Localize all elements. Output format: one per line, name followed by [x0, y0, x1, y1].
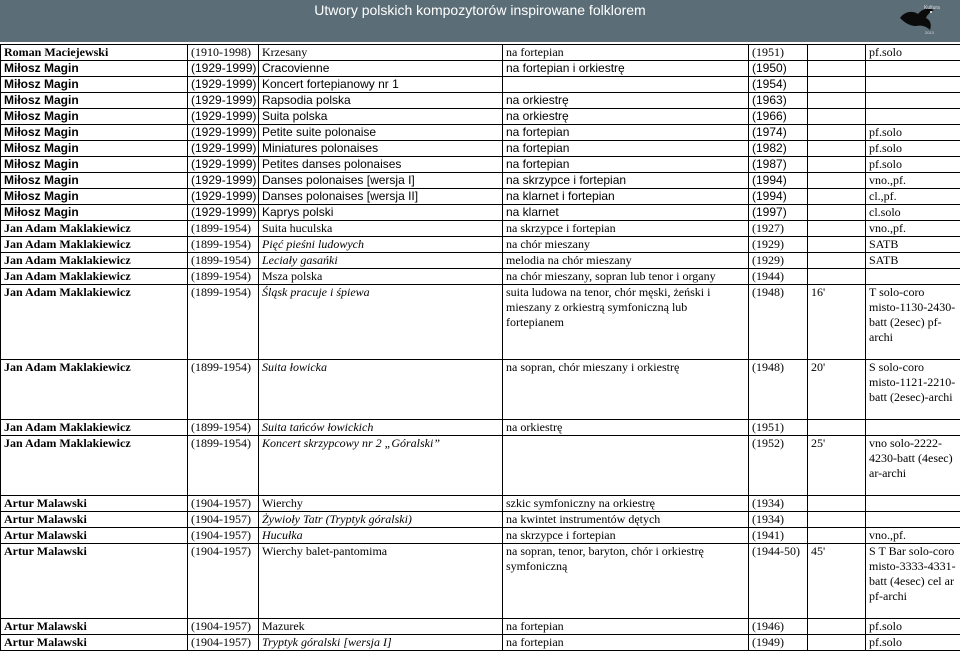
work-title: Śląsk pracuje i śpiewa — [259, 285, 503, 360]
duration — [808, 269, 866, 285]
table-row — [1, 544, 960, 619]
table-row — [1, 360, 960, 420]
work-year: (1954) — [749, 77, 808, 93]
composer-name: Miłosz Magin — [1, 173, 188, 189]
scoring-notes: SATB — [866, 253, 960, 269]
composer-name: Miłosz Magin — [1, 93, 188, 109]
composer-dates: (1929-1999) — [188, 205, 259, 221]
composer-name: Miłosz Magin — [1, 189, 188, 205]
table-row — [1, 512, 960, 528]
svg-text:2013: 2013 — [925, 30, 935, 35]
table-row — [1, 635, 960, 651]
duration — [808, 496, 866, 512]
instrumentation: na fortepian — [503, 45, 749, 61]
work-year: (1951) — [749, 420, 808, 436]
table-row — [1, 125, 960, 141]
duration: 16' — [808, 285, 866, 360]
scoring-notes: vno.,pf. — [866, 221, 960, 237]
scoring-notes — [866, 420, 960, 436]
work-title: Pięć pieśni ludowych — [259, 237, 503, 253]
work-title: Kaprys polski — [259, 205, 503, 221]
work-title: Petites danses polonaises — [259, 157, 503, 173]
table-row — [1, 496, 960, 512]
duration — [808, 528, 866, 544]
composer-name: Miłosz Magin — [1, 61, 188, 77]
page-title: Utwory polskich kompozytorów inspirowane folklorem — [0, 2, 960, 18]
table-row — [1, 141, 960, 157]
header-bar — [0, 0, 960, 42]
table-row — [1, 436, 960, 496]
instrumentation: na fortepian — [503, 125, 749, 141]
work-year: (1982) — [749, 141, 808, 157]
composer-name: Jan Adam Maklakiewicz — [1, 285, 188, 360]
work-year: (1944) — [749, 269, 808, 285]
table-row — [1, 45, 960, 61]
work-title: Leciały gasańki — [259, 253, 503, 269]
table-row — [1, 619, 960, 635]
table-row — [1, 157, 960, 173]
composer-dates: (1929-1999) — [188, 189, 259, 205]
work-title: Wierchy balet-pantomima — [259, 544, 503, 619]
duration — [808, 420, 866, 436]
work-year: (1952) — [749, 436, 808, 496]
instrumentation: na sopran, tenor, baryton, chór i orkiestrę symfoniczną — [503, 544, 749, 619]
scoring-notes: pf.solo — [866, 141, 960, 157]
scoring-notes: pf.solo — [866, 157, 960, 173]
instrumentation: na skrzypce i fortepian — [503, 173, 749, 189]
duration — [808, 635, 866, 651]
table-row — [1, 189, 960, 205]
duration — [808, 125, 866, 141]
duration: 45' — [808, 544, 866, 619]
duration — [808, 221, 866, 237]
composer-name: Artur Malawski — [1, 619, 188, 635]
duration — [808, 93, 866, 109]
composer-dates: (1929-1999) — [188, 157, 259, 173]
composer-name: Miłosz Magin — [1, 205, 188, 221]
composer-dates: (1904-1957) — [188, 528, 259, 544]
duration — [808, 189, 866, 205]
instrumentation: na chór mieszany — [503, 237, 749, 253]
table-row — [1, 173, 960, 189]
table-row — [1, 253, 960, 269]
duration — [808, 619, 866, 635]
instrumentation: na orkiestrę — [503, 109, 749, 125]
instrumentation: na orkiestrę — [503, 420, 749, 436]
work-title: Hucułka — [259, 528, 503, 544]
scoring-notes: pf.solo — [866, 635, 960, 651]
work-title: Koncert skrzypcowy nr 2 „Góralski” — [259, 436, 503, 496]
scoring-notes: vno.,pf. — [866, 173, 960, 189]
work-title: Suita tańców łowickich — [259, 420, 503, 436]
instrumentation: na skrzypce i fortepian — [503, 528, 749, 544]
table-row — [1, 269, 960, 285]
duration — [808, 61, 866, 77]
bird-logo-icon — [894, 4, 942, 36]
scoring-notes: pf.solo — [866, 619, 960, 635]
composer-dates: (1910-1998) — [188, 45, 259, 61]
duration — [808, 157, 866, 173]
scoring-notes: T solo-coro misto-1130-2430-batt (2esec) pf-archi — [866, 285, 960, 360]
scoring-notes — [866, 512, 960, 528]
scoring-notes: vno solo-2222-4230-batt (4esec) ar-archi — [866, 436, 960, 496]
works-table — [0, 44, 960, 651]
work-year: (1997) — [749, 205, 808, 221]
table-row — [1, 285, 960, 360]
composer-dates: (1899-1954) — [188, 221, 259, 237]
scoring-notes: vno.,pf. — [866, 528, 960, 544]
instrumentation: na klarnet i fortepian — [503, 189, 749, 205]
composer-name: Jan Adam Maklakiewicz — [1, 436, 188, 496]
composer-dates: (1929-1999) — [188, 77, 259, 93]
duration: 20' — [808, 360, 866, 420]
table-row — [1, 205, 960, 221]
work-title: Mazurek — [259, 619, 503, 635]
table-row — [1, 420, 960, 436]
duration — [808, 141, 866, 157]
work-year: (1929) — [749, 253, 808, 269]
work-year: (1951) — [749, 45, 808, 61]
work-year: (1963) — [749, 93, 808, 109]
table-row — [1, 528, 960, 544]
work-year: (1950) — [749, 61, 808, 77]
work-year: (1927) — [749, 221, 808, 237]
work-title: Suita polska — [259, 109, 503, 125]
work-title: Suita huculska — [259, 221, 503, 237]
composer-dates: (1904-1957) — [188, 496, 259, 512]
work-title: Cracovienne — [259, 61, 503, 77]
composer-name: Miłosz Magin — [1, 109, 188, 125]
instrumentation: na fortepian i orkiestrę — [503, 61, 749, 77]
composer-dates: (1929-1999) — [188, 61, 259, 77]
work-year: (1944-50) — [749, 544, 808, 619]
scoring-notes: cl.,pf. — [866, 189, 960, 205]
work-year: (1974) — [749, 125, 808, 141]
work-title: Msza polska — [259, 269, 503, 285]
composer-name: Jan Adam Maklakiewicz — [1, 420, 188, 436]
scoring-notes: SATB — [866, 237, 960, 253]
instrumentation: na kwintet instrumentów dętych — [503, 512, 749, 528]
svg-text:Kultura: Kultura — [924, 5, 940, 11]
composer-name: Jan Adam Maklakiewicz — [1, 221, 188, 237]
duration — [808, 77, 866, 93]
table-row — [1, 109, 960, 125]
work-year: (1934) — [749, 512, 808, 528]
work-title: Danses polonaises [wersja I] — [259, 173, 503, 189]
composer-name: Miłosz Magin — [1, 77, 188, 93]
scoring-notes: pf.solo — [866, 45, 960, 61]
composer-name: Artur Malawski — [1, 544, 188, 619]
composer-dates: (1904-1957) — [188, 544, 259, 619]
instrumentation: na klarnet — [503, 205, 749, 221]
work-year: (1966) — [749, 109, 808, 125]
composer-name: Jan Adam Maklakiewicz — [1, 269, 188, 285]
instrumentation: na fortepian — [503, 141, 749, 157]
instrumentation: na chór mieszany, sopran lub tenor i organy — [503, 269, 749, 285]
duration — [808, 205, 866, 221]
composer-dates: (1899-1954) — [188, 237, 259, 253]
composer-dates: (1899-1954) — [188, 269, 259, 285]
composer-name: Jan Adam Maklakiewicz — [1, 237, 188, 253]
scoring-notes: cl.solo — [866, 205, 960, 221]
instrumentation: melodia na chór mieszany — [503, 253, 749, 269]
composer-name: Roman Maciejewski — [1, 45, 188, 61]
work-title: Krzesany — [259, 45, 503, 61]
instrumentation — [503, 77, 749, 93]
instrumentation: na fortepian — [503, 635, 749, 651]
work-year: (1941) — [749, 528, 808, 544]
composer-name: Miłosz Magin — [1, 157, 188, 173]
duration — [808, 512, 866, 528]
instrumentation: na orkiestrę — [503, 93, 749, 109]
table-row — [1, 237, 960, 253]
composer-dates: (1929-1999) — [188, 125, 259, 141]
composer-name: Jan Adam Maklakiewicz — [1, 253, 188, 269]
composer-name: Miłosz Magin — [1, 125, 188, 141]
work-title: Tryptyk góralski [wersja I] — [259, 635, 503, 651]
work-title: Miniatures polonaises — [259, 141, 503, 157]
duration — [808, 237, 866, 253]
instrumentation: na fortepian — [503, 157, 749, 173]
composer-name: Miłosz Magin — [1, 141, 188, 157]
duration — [808, 109, 866, 125]
work-year: (1929) — [749, 237, 808, 253]
work-year: (1994) — [749, 189, 808, 205]
scoring-notes — [866, 496, 960, 512]
composer-dates: (1929-1999) — [188, 141, 259, 157]
scoring-notes — [866, 269, 960, 285]
work-title: Rapsodia polska — [259, 93, 503, 109]
table-row — [1, 77, 960, 93]
scoring-notes — [866, 61, 960, 77]
composer-dates: (1899-1954) — [188, 420, 259, 436]
work-title: Petite suite polonaise — [259, 125, 503, 141]
work-year: (1994) — [749, 173, 808, 189]
work-year: (1949) — [749, 635, 808, 651]
work-year: (1948) — [749, 360, 808, 420]
scoring-notes — [866, 109, 960, 125]
composer-dates: (1899-1954) — [188, 436, 259, 496]
composer-dates: (1929-1999) — [188, 173, 259, 189]
instrumentation: suita ludowa na tenor, chór męski, żeński i mieszany z orkiestrą symfoniczną lub fortepianem — [503, 285, 749, 360]
work-title: Suita łowicka — [259, 360, 503, 420]
scoring-notes — [866, 77, 960, 93]
scoring-notes: pf.solo — [866, 125, 960, 141]
table-row — [1, 93, 960, 109]
duration — [808, 45, 866, 61]
table-row — [1, 221, 960, 237]
work-year: (1934) — [749, 496, 808, 512]
scoring-notes — [866, 93, 960, 109]
scoring-notes: S solo-coro misto-1121-2210-batt (2esec)-archi — [866, 360, 960, 420]
composer-name: Artur Malawski — [1, 512, 188, 528]
work-year: (1946) — [749, 619, 808, 635]
work-year: (1987) — [749, 157, 808, 173]
duration — [808, 253, 866, 269]
composer-dates: (1904-1957) — [188, 635, 259, 651]
work-title: Koncert fortepianowy nr 1 — [259, 77, 503, 93]
composer-dates: (1904-1957) — [188, 512, 259, 528]
instrumentation — [503, 436, 749, 496]
composer-name: Artur Malawski — [1, 496, 188, 512]
work-title: Danses polonaises [wersja II] — [259, 189, 503, 205]
scoring-notes: S T Bar solo-coro misto-3333-4331-batt (4esec) cel ar pf-archi — [866, 544, 960, 619]
instrumentation: na fortepian — [503, 619, 749, 635]
work-year: (1948) — [749, 285, 808, 360]
duration: 25' — [808, 436, 866, 496]
composer-dates: (1904-1957) — [188, 619, 259, 635]
composer-dates: (1899-1954) — [188, 253, 259, 269]
composer-dates: (1899-1954) — [188, 360, 259, 420]
table-row — [1, 61, 960, 77]
composer-dates: (1929-1999) — [188, 93, 259, 109]
composer-dates: (1929-1999) — [188, 109, 259, 125]
composer-dates: (1899-1954) — [188, 285, 259, 360]
composer-name: Jan Adam Maklakiewicz — [1, 360, 188, 420]
instrumentation: szkic symfoniczny na orkiestrę — [503, 496, 749, 512]
duration — [808, 173, 866, 189]
instrumentation: na sopran, chór mieszany i orkiestrę — [503, 360, 749, 420]
work-title: Wierchy — [259, 496, 503, 512]
instrumentation: na skrzypce i fortepian — [503, 221, 749, 237]
composer-name: Artur Malawski — [1, 635, 188, 651]
composer-name: Artur Malawski — [1, 528, 188, 544]
work-title: Żywioły Tatr (Tryptyk góralski) — [259, 512, 503, 528]
